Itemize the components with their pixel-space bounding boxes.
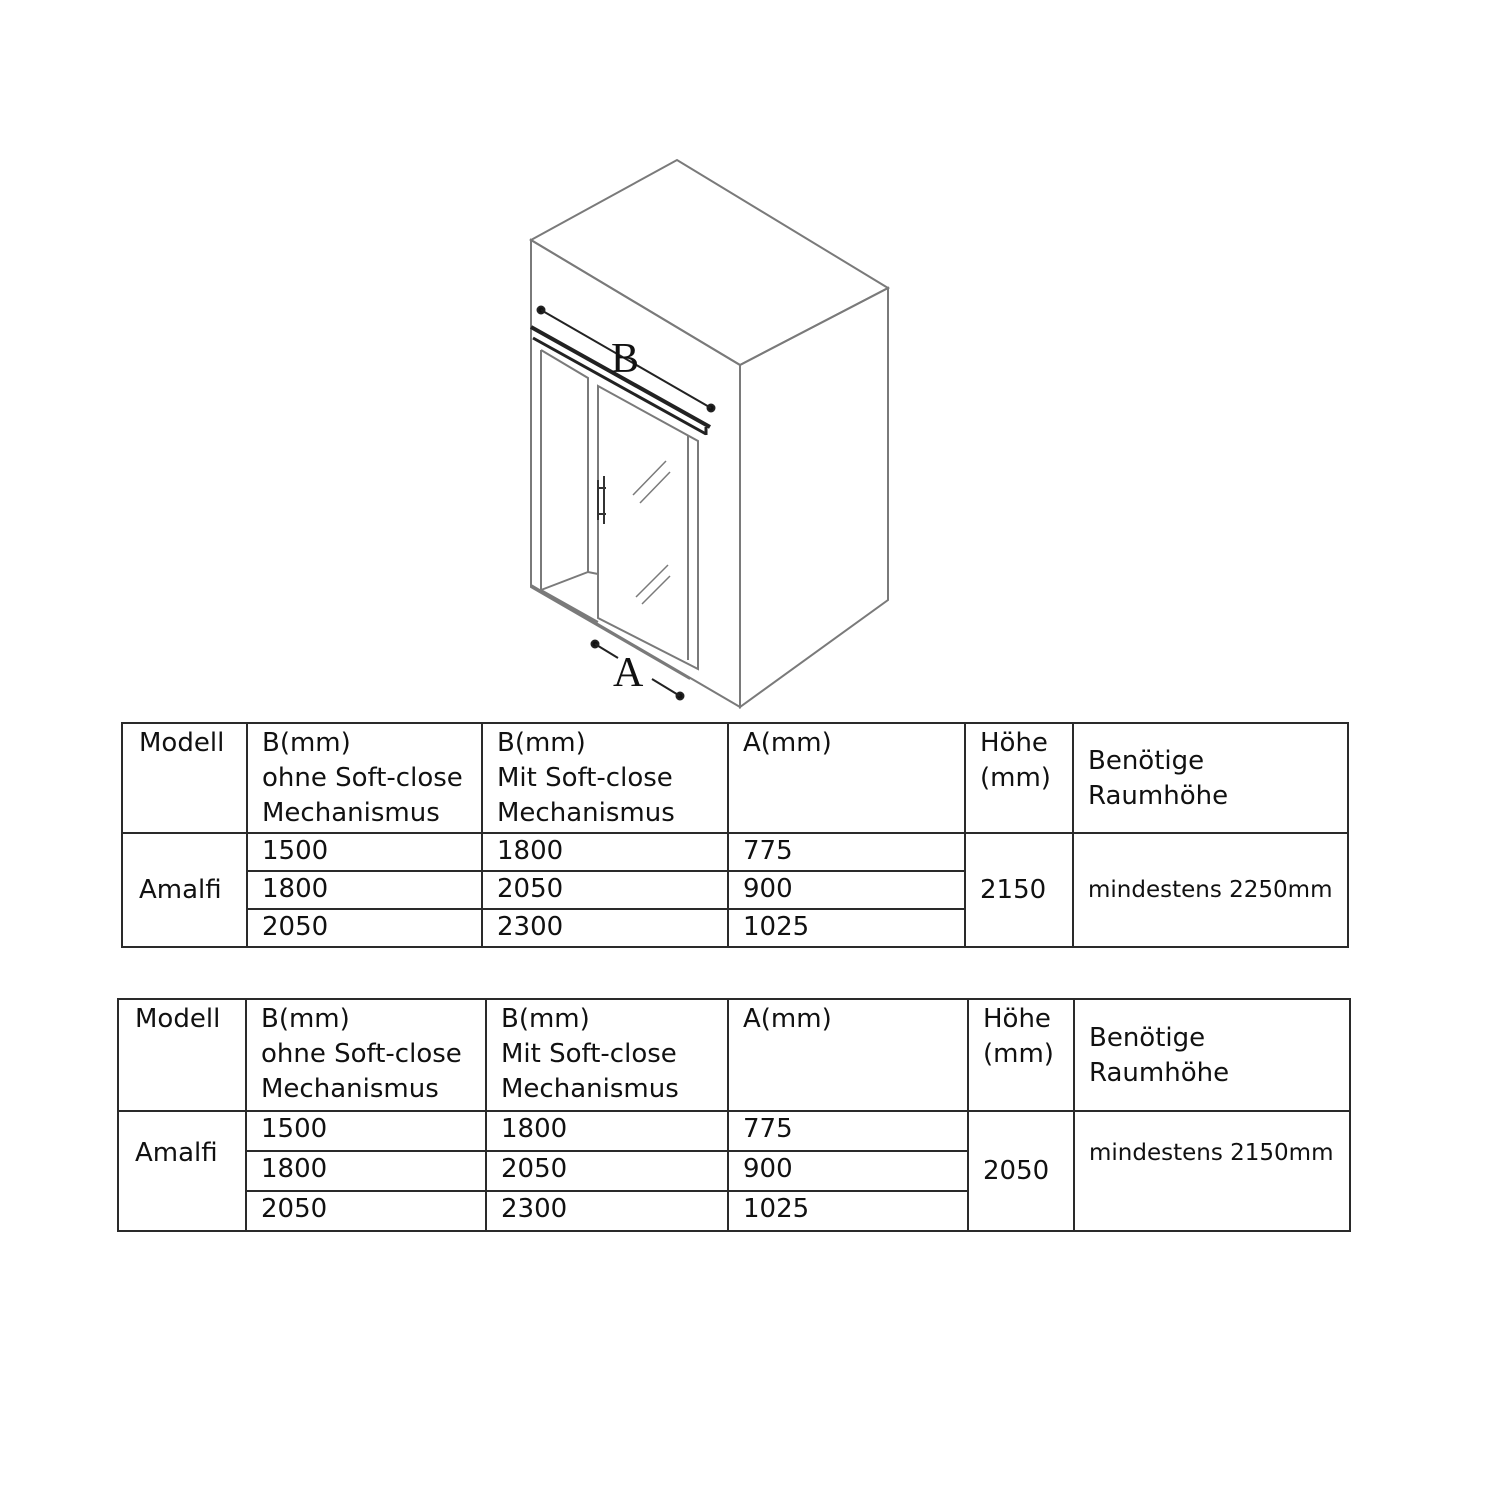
header-b-with-softclose: B(mm) Mit Soft-close Mechanismus: [486, 999, 728, 1111]
header-b-without-softclose: B(mm) ohne Soft-close Mechanismus: [247, 723, 482, 833]
header-b-without-softclose: B(mm) ohne Soft-close Mechanismus: [246, 999, 486, 1111]
table-row: [122, 833, 1348, 871]
table-row: [118, 1111, 1350, 1151]
shower-enclosure-diagram: [0, 0, 1500, 720]
cell-b-without: 1500: [247, 833, 482, 871]
cell-b-with: 2300: [482, 909, 728, 947]
cell-b-without: 1800: [246, 1151, 486, 1191]
room-height-cell: mindestens 2150mm: [1074, 1111, 1350, 1231]
cell-b-with: 1800: [486, 1111, 728, 1151]
cell-b-with: 2050: [482, 871, 728, 909]
spec-table-1: [121, 722, 1349, 948]
header-room-height: Benötige Raumhöhe: [1074, 999, 1350, 1111]
dimension-a-label: A: [613, 650, 644, 696]
header-model: Modell: [122, 723, 247, 833]
header-height: Höhe (mm): [968, 999, 1074, 1111]
enclosure-side-face: [740, 288, 888, 707]
cell-b-without: 2050: [247, 909, 482, 947]
cell-b-without: 1800: [247, 871, 482, 909]
cell-a: 1025: [728, 1191, 968, 1231]
header-height: Höhe (mm): [965, 723, 1073, 833]
dimension-b-label: B: [611, 336, 640, 382]
cell-b-without: 1500: [246, 1111, 486, 1151]
height-cell: 2150: [965, 833, 1073, 947]
cell-a: 900: [728, 1151, 968, 1191]
cell-b-with: 1800: [482, 833, 728, 871]
room-height-cell: mindestens 2250mm: [1073, 833, 1348, 947]
cell-b-with: 2050: [486, 1151, 728, 1191]
header-model: Modell: [118, 999, 246, 1111]
cell-a: 775: [728, 1111, 968, 1151]
cell-b-with: 2300: [486, 1191, 728, 1231]
spec-table-2: [117, 998, 1351, 1232]
cell-a: 900: [728, 871, 965, 909]
cell-b-without: 2050: [246, 1191, 486, 1231]
door-handle-icon: [598, 476, 606, 524]
cell-a: 1025: [728, 909, 965, 947]
header-a: A(mm): [728, 723, 965, 833]
model-cell: Amalfi: [122, 833, 247, 947]
sliding-door-panel: [598, 386, 698, 669]
height-cell: 2050: [968, 1111, 1074, 1231]
table-header-row: [122, 723, 1348, 833]
header-b-with-softclose: B(mm) Mit Soft-close Mechanismus: [482, 723, 728, 833]
model-cell: Amalfi: [118, 1111, 246, 1231]
header-room-height: Benötige Raumhöhe: [1073, 723, 1348, 833]
table-header-row: [118, 999, 1350, 1111]
header-a: A(mm): [728, 999, 968, 1111]
cell-a: 775: [728, 833, 965, 871]
